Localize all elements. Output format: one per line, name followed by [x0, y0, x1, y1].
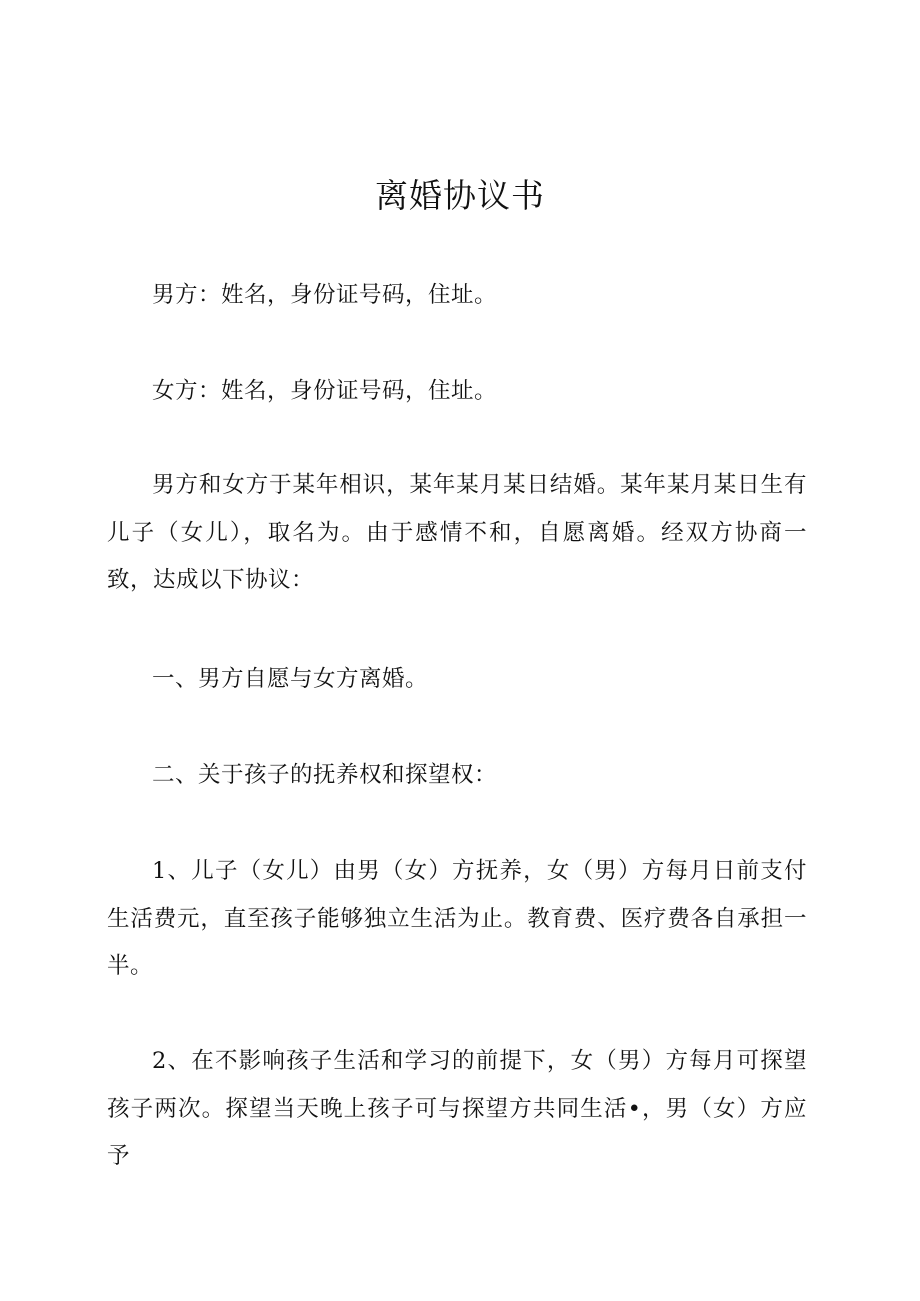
paragraph-husband-info: 男方：姓名，身份证号码，住址。 [152, 282, 498, 308]
paragraph-visitation: 2、在不影响孩子生活和学习的前提下，女（男）方每月可探望孩子两次。探望当天晚上孩子可与探望方共同生活•，男（女）方应予 [107, 1048, 807, 1169]
paragraph-wife-info: 女方：姓名，身份证号码，住址。 [152, 378, 498, 404]
paragraph-custody: 1、儿子（女儿）由男（女）方抚养，女（男）方每月日前支付生活费元，直至孩子能够独立生活为止。教育费、医疗费各自承担一半。 [107, 858, 807, 979]
document-title: 离婚协议书 [375, 176, 545, 215]
paragraph-clause-1: 一、男方自愿与女方离婚。 [152, 666, 429, 692]
paragraph-background: 男方和女方于某年相识，某年某月某日结婚。某年某月某日生有儿子（女儿），取名为。由于感情不和，自愿离婚。经双方协商一致，达成以下协议： [107, 472, 807, 593]
paragraph-clause-2-heading: 二、关于孩子的抚养权和探望权： [152, 762, 498, 788]
